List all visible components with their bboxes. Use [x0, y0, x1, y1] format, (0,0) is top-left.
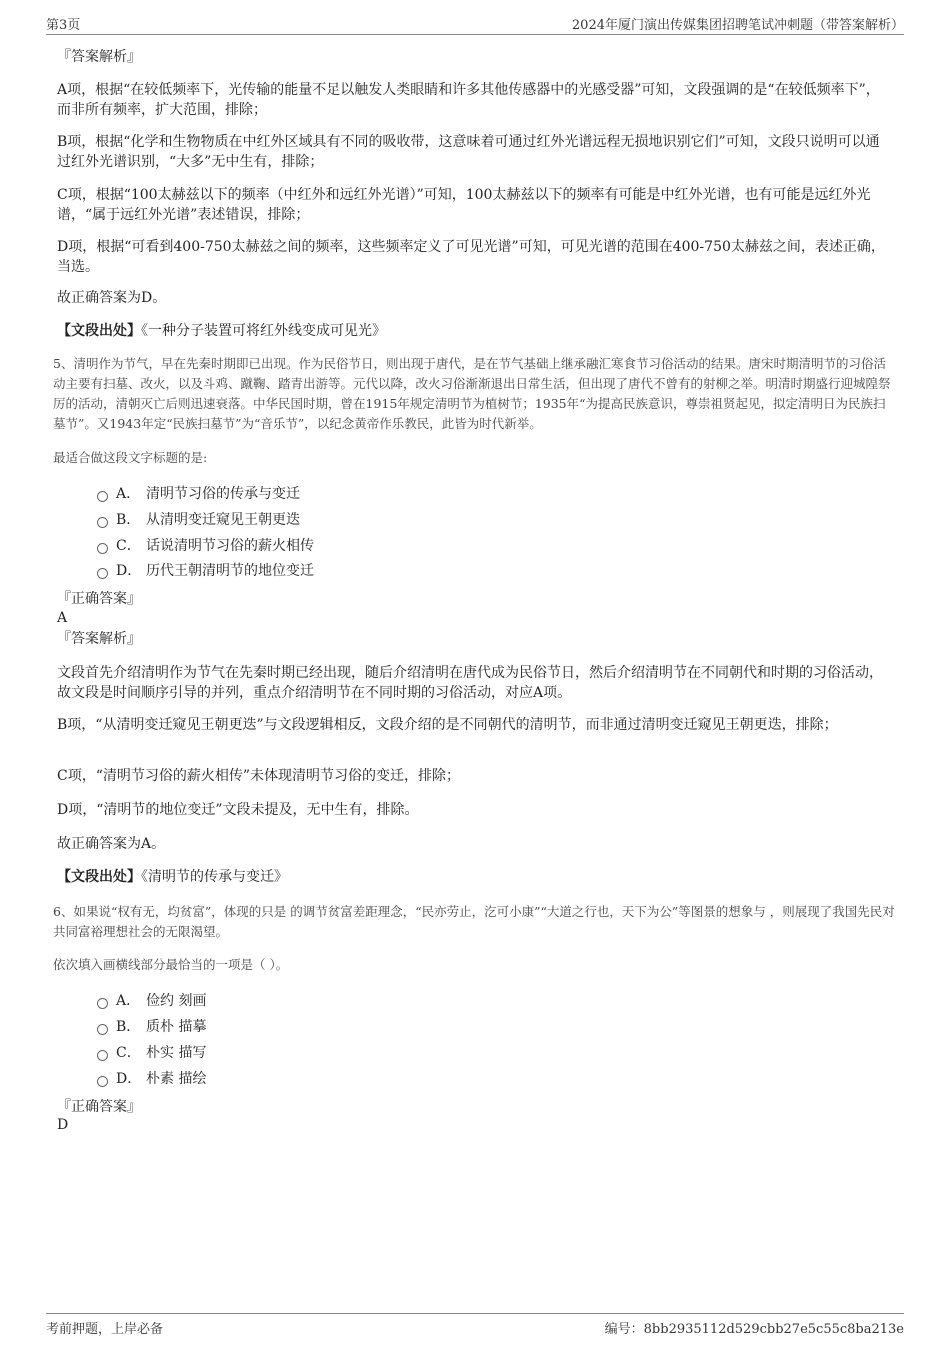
q5-conclusion: 故正确答案为A。: [57, 836, 166, 852]
q4-conclusion: 故正确答案为D。: [57, 290, 167, 306]
radio-icon[interactable]: [97, 998, 108, 1009]
q5-answer: A: [57, 610, 68, 626]
q5-question: 最适合做这段文字标题的是:: [53, 450, 208, 465]
q5-answer-label: 『正确答案』: [57, 591, 141, 607]
q5-option-b[interactable]: B． 从清明变迁窥见王朝更迭: [97, 510, 300, 530]
document-code-value: 8bb2935112d529cbb27e5c55c8ba213e: [643, 1322, 904, 1337]
q4-analysis-a: A项，根据“在较低频率下，光传输的能量不足以触发人类眼睛和许多其他传感器中的光感受器”可知，文段强调的是“在较低频率下”，而非所有频率，扩大范围，排除；: [57, 82, 880, 118]
document-code-label: 编号：: [604, 1322, 644, 1337]
radio-icon[interactable]: [97, 568, 108, 579]
q6-stem: 6、如果说“权有无，均贫富”，体现的只是 的调节贫富差距理念，“民亦劳止，汔可小康”“大道之行也，天下为公”等图景的想象与 ，则展现了我国先民对共同富裕理想社会的无限渴望。: [53, 904, 895, 939]
q4-analysis-label: 『答案解析』: [57, 49, 141, 65]
page-number: 第3页: [46, 18, 81, 33]
q6-option-b[interactable]: B． 质朴 描摹: [97, 1017, 206, 1037]
radio-icon[interactable]: [97, 491, 108, 502]
q4-source-title: 《一种分子装置可将红外线变成可见光》: [141, 323, 386, 339]
q6-answer: D: [57, 1117, 69, 1133]
page-footer: [46, 1313, 904, 1335]
q4-analysis-d: D项，根据“可看到400-750太赫兹之间的频率，这些频率定义了可见光谱”可知，可见光谱的范围在400-750太赫兹之间，表述正确，当选。: [57, 239, 885, 275]
q5-source-title: 《清明节的传承与变迁》: [141, 869, 288, 885]
q5-option-a[interactable]: A． 清明节习俗的传承与变迁: [97, 484, 300, 504]
q5-analysis-main: 文段首先介绍清明作为节气在先秦时期已经出现，随后介绍清明在唐代成为民俗节日，然后介绍清明节在不同朝代和时期的习俗活动，故文段是时间顺序引导的并列，重点介绍清明节在不同时期的习俗活动，对应A项。: [57, 665, 883, 701]
q5-analysis-b: B项，“从清明变迁窥见王朝更迭”与文段逻辑相反，文段介绍的是不同朝代的清明节，而非通过清明变迁窥见王朝更迭，排除；: [57, 717, 838, 733]
q5-option-d[interactable]: D． 历代王朝清明节的地位变迁: [97, 561, 314, 581]
q4-analysis-c: C项，根据“100太赫兹以下的频率（中红外和远红外光谱）”可知，100太赫兹以下的频率有可能是中红外光谱，也有可能是远红外光谱，“属于远红外光谱”表述错误，排除；: [57, 187, 871, 223]
document-title: 2024年厦门演出传媒集团招聘笔试冲刺题（带答案解析）: [571, 18, 904, 33]
q6-answer-label: 『正确答案』: [57, 1099, 141, 1115]
q5-analysis-c: C项，“清明节习俗的薪火相传”未体现清明节习俗的变迁，排除；: [57, 768, 461, 784]
q6-question: 依次填入画横线部分最恰当的一项是（ ）。: [53, 957, 289, 972]
radio-icon[interactable]: [97, 1024, 108, 1035]
document-code: [605, 1318, 904, 1337]
q6-option-c[interactable]: C． 朴实 描写: [97, 1043, 206, 1063]
q4-analysis-b: B项，根据“化学和生物物质在中红外区域具有不同的吸收带，这意味着可通过红外光谱远程无损地识别它们”可知，文段只说明可以通过红外光谱识别，“大多”无中生有，排除；: [57, 134, 880, 170]
radio-icon[interactable]: [97, 1050, 108, 1061]
q5-source-label: 【文段出处】: [57, 869, 141, 885]
radio-icon[interactable]: [97, 517, 108, 528]
q4-source-label: 【文段出处】: [57, 323, 141, 339]
radio-icon[interactable]: [97, 543, 108, 554]
q5-stem: 5、清明作为节气，早在先秦时期即已出现。作为民俗节日，则出现于唐代，是在节气基础上继承融汇寒食节习俗活动的结果。唐宋时期清明节的习俗活动主要有扫墓、改火，以及斗鸡、蹴鞠、踏青出游等。元代以降，改火习俗渐渐退出日常生活，但出现了唐代不曾有的射柳之举。明清时期盛行迎城隍祭厉的活动，清朝灭亡后则迅速衰落。中华民国时期，曾在1915年规定清明节为植树节；1935年“为提高民族意识，尊崇祖贤起见，拟定清明日为民族扫墓节”。又1943年定“民族扫墓节”为“音乐节”，以纪念黄帝作乐教民，此皆为时代新举。: [53, 356, 891, 431]
q5-option-c[interactable]: C． 话说清明节习俗的薪火相传: [97, 536, 314, 556]
q5-analysis-d: D项，“清明节的地位变迁”文段未提及，无中生有，排除。: [57, 802, 419, 818]
footer-slogan: 考前押题，上岸必备: [46, 1322, 164, 1337]
radio-icon[interactable]: [97, 1076, 108, 1087]
q4-source: [57, 321, 386, 341]
q6-option-a[interactable]: A． 俭约 刻画: [97, 991, 206, 1011]
q5-source: [57, 867, 288, 887]
q6-option-d[interactable]: D． 朴素 描绘: [97, 1069, 206, 1089]
page-header: [46, 14, 904, 35]
q5-analysis-label: 『答案解析』: [57, 631, 141, 647]
